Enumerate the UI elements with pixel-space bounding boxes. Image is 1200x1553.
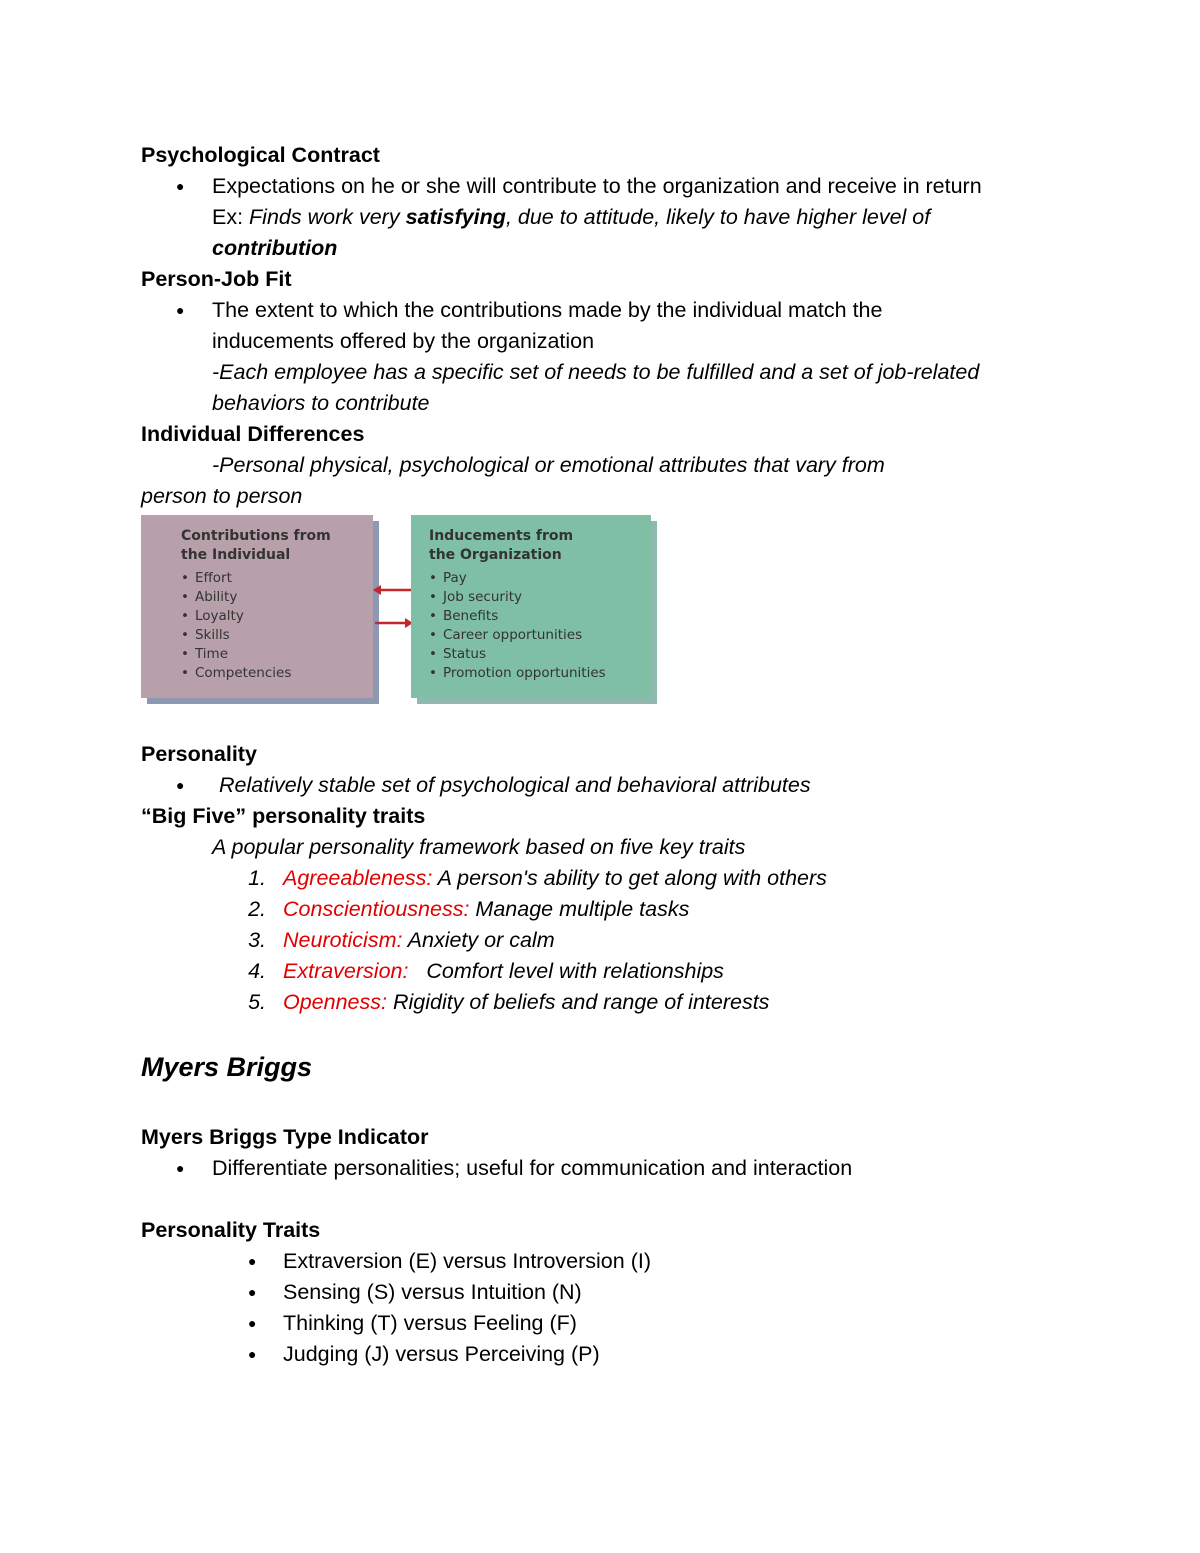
list-number: 4. — [248, 959, 266, 983]
list-item — [283, 987, 769, 1018]
list-item: • Time — [181, 645, 291, 664]
inducements-title — [429, 527, 573, 565]
psych-bullet-text: Expectations on he or she will contribute to the organization and receive in return — [212, 174, 982, 198]
trait-term: Neuroticism: — [283, 928, 403, 952]
list-item — [283, 863, 827, 894]
trait-term: Conscientiousness: — [283, 897, 470, 921]
list-item: Judging (J) versus Perceiving (P) — [283, 1342, 600, 1366]
list-number: 1. — [248, 866, 266, 890]
psych-example-part2: , due to attitude, likely to have higher level of — [505, 205, 931, 229]
trait-desc: Comfort level with relationships — [408, 959, 724, 983]
inducements-list — [429, 569, 606, 683]
contributions-title — [181, 527, 331, 565]
inducements-title-line1: Inducements from — [429, 528, 574, 544]
list-item: • Job security — [429, 588, 606, 607]
mbti-bullet-text: Differentiate personalities; useful for communication and interaction — [212, 1156, 853, 1180]
bullet-glyph: ● — [248, 1346, 257, 1362]
pjf-note-line1: -Each employee has a specific set of needs to be fulfilled and a set of job-related — [212, 360, 980, 384]
contributions-title-line2: the Individual — [181, 547, 291, 563]
list-item: Sensing (S) versus Intuition (N) — [283, 1280, 582, 1304]
bullet-glyph: ● — [176, 1160, 185, 1176]
contributions-title-line1: Contributions from — [181, 528, 331, 544]
list-item: • Effort — [181, 569, 291, 588]
heading-person-job-fit: Person-Job Fit — [141, 267, 292, 291]
list-number: 5. — [248, 990, 266, 1014]
pjf-bullet-line1: The extent to which the contributions made by the individual match the — [212, 298, 883, 322]
heading-personality: Personality — [141, 742, 257, 766]
trait-desc: A person's ability to get along with others — [432, 866, 827, 890]
psych-example-part1: Finds work very — [249, 205, 406, 229]
bullet-glyph: ● — [248, 1315, 257, 1331]
list-item: • Skills — [181, 626, 291, 645]
pjf-note-line2: behaviors to contribute — [212, 391, 430, 415]
list-item: • Benefits — [429, 607, 606, 626]
list-item: • Promotion opportunities — [429, 664, 606, 683]
contributions-list — [181, 569, 291, 683]
list-item: • Career opportunities — [429, 626, 606, 645]
inducements-title-line2: the Organization — [429, 547, 562, 563]
heading-individual-differences: Individual Differences — [141, 422, 365, 446]
heading-personality-traits: Personality Traits — [141, 1218, 321, 1242]
list-item: Extraversion (E) versus Introversion (I) — [283, 1249, 651, 1273]
list-number: 2. — [248, 897, 266, 921]
psych-example — [212, 202, 930, 233]
heading-mbti: Myers Briggs Type Indicator — [141, 1125, 429, 1149]
heading-psychological-contract: Psychological Contract — [141, 143, 380, 167]
inducements-box — [411, 515, 651, 698]
list-item — [283, 925, 555, 956]
list-item: • Ability — [181, 588, 291, 607]
trait-term: Openness: — [283, 990, 387, 1014]
indiv-line1: -Personal physical, psychological or emotional attributes that vary from — [212, 453, 885, 477]
bullet-glyph: ● — [248, 1284, 257, 1300]
exchange-arrows-icon — [373, 580, 413, 630]
heading-big-five: “Big Five” personality traits — [141, 804, 426, 828]
list-number: 3. — [248, 928, 266, 952]
pjf-bullet-line2: inducements offered by the organization — [212, 329, 595, 353]
list-item: • Competencies — [181, 664, 291, 683]
list-item — [283, 894, 689, 925]
list-item — [283, 956, 724, 987]
trait-desc: Manage multiple tasks — [469, 897, 690, 921]
bullet-glyph: ● — [176, 777, 185, 793]
big-five-intro: A popular personality framework based on five key traits — [212, 835, 746, 859]
list-item: • Loyalty — [181, 607, 291, 626]
list-item: Thinking (T) versus Feeling (F) — [283, 1311, 577, 1335]
trait-term: Agreeableness: — [283, 866, 433, 890]
indiv-line2: person to person — [141, 484, 303, 508]
psych-example-bold2: contribution — [212, 236, 338, 260]
section-title-myers-briggs: Myers Briggs — [141, 1052, 313, 1082]
psych-example-bold1: satisfying — [405, 205, 506, 229]
trait-desc: Anxiety or calm — [402, 928, 555, 952]
list-item: • Status — [429, 645, 606, 664]
bullet-glyph: ● — [248, 1253, 257, 1269]
list-item: • Pay — [429, 569, 606, 588]
psych-example-prefix: Ex: — [212, 205, 250, 229]
trait-term: Extraversion: — [283, 959, 409, 983]
bullet-glyph: ● — [176, 302, 185, 318]
contributions-box — [141, 515, 373, 698]
trait-desc: Rigidity of beliefs and range of interests — [386, 990, 770, 1014]
personality-bullet-text: Relatively stable set of psychological and behavioral attributes — [219, 773, 811, 797]
contributions-inducements-diagram — [141, 515, 661, 707]
bullet-glyph: ● — [176, 178, 185, 194]
